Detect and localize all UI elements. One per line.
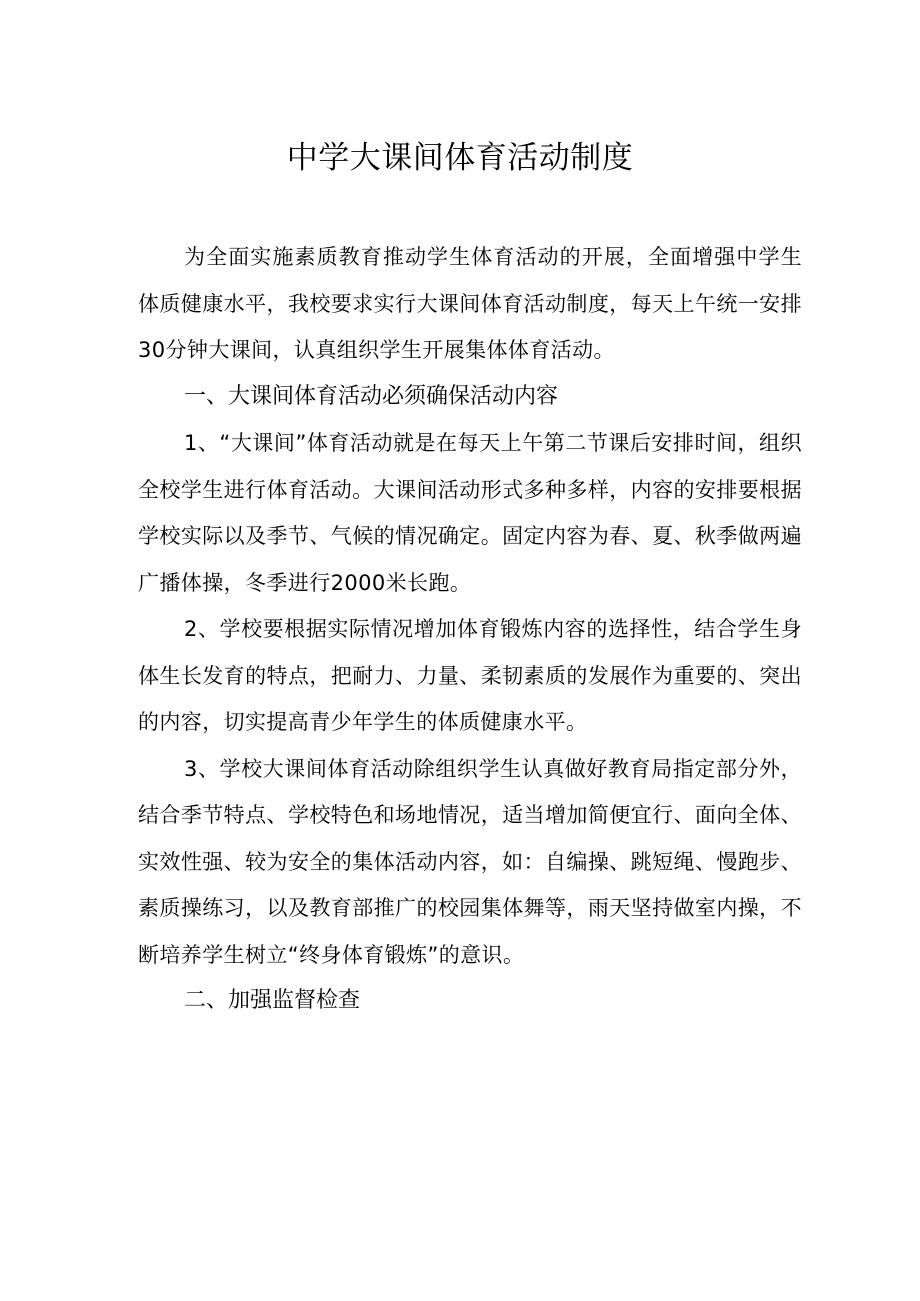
- paragraph-item-3: 3、学校大课间体育活动除组织学生认真做好教育局指定部分外，结合季节特点、学校特色和场地情况，适当增加简便宜行、面向全体、实效性强、较为安全的集体活动内容，如：自编操、跳短绳、慢跑步、素质操练习，以及教育部推广的校园集体舞等，雨天坚持做室内操，不断培养学生树立“终身体育锻炼”的意识。: [138, 756, 802, 967]
- paragraph-item-2: 2、学校要根据实际情况增加体育锻炼内容的选择性，结合学生身体生长发育的特点，把耐力、力量、柔韧素质的发展作为重要的、突出的内容，切实提高青少年学生的体质健康水平。: [138, 617, 802, 734]
- intro-paragraph: 为全面实施素质教育推动学生体育活动的开展，全面增强中学生体质健康水平，我校要求实行大课间体育活动制度，每天上午统一安排30分钟大课间，认真组织学生开展集体体育活动。: [138, 245, 802, 362]
- paragraph-item-1: 1、“大课间”体育活动就是在每天上午第二节课后安排时间，组织全校学生进行体育活动。大课间活动形式多种多样，内容的安排要根据学校实际以及季节、气候的情况确定。固定内容为春、夏、秋季做两遍广播体操，冬季进行2000米长跑。: [138, 431, 802, 595]
- document-title: 中学大课间体育活动制度: [286, 140, 634, 176]
- section-heading-2: 二、加强监督检查: [184, 988, 361, 1013]
- section-heading-1: 一、大课间体育活动必须确保活动内容: [184, 383, 559, 409]
- document-body: [138, 234, 802, 1025]
